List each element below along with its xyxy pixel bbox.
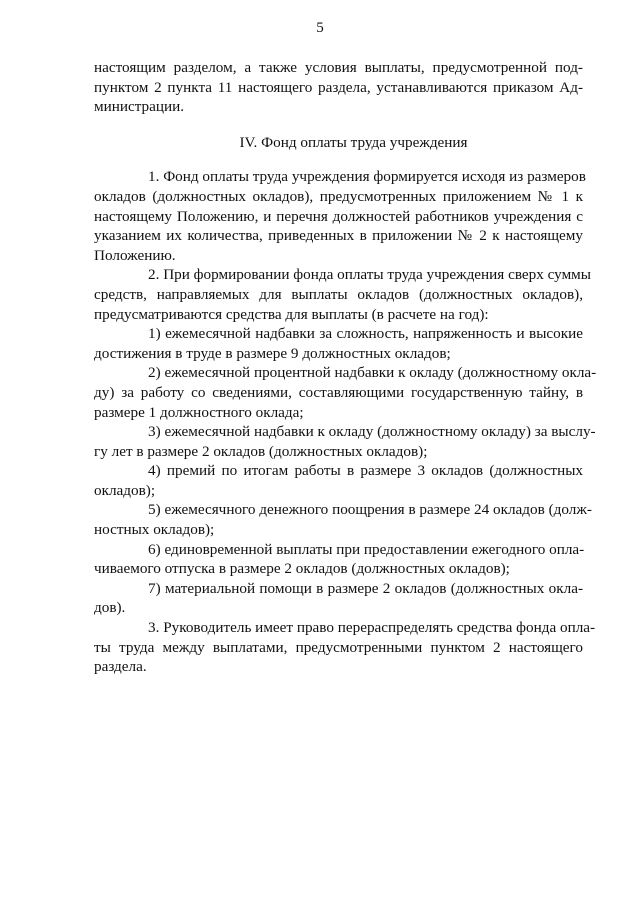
text-line: настоящему Положению, и перечня должностей работников учреждения с [94, 207, 583, 225]
text-line: ностных окладов); [94, 521, 215, 539]
text-line: предусматриваются средства для выплаты (в расчете на год): [94, 305, 489, 323]
list-item-5 [94, 500, 592, 539]
text-line: гу лет в размере 2 окладов (должностных окладов); [94, 442, 428, 460]
text-line: 3. Руководитель имеет право перераспределять средства фонда опла- [148, 619, 596, 637]
paragraph-3 [94, 618, 596, 677]
text-line: 6) единовременной выплаты при предоставлении ежегодного опла- [148, 540, 585, 558]
list-item-7 [94, 579, 583, 618]
list-item-2 [94, 363, 597, 422]
text-line: окладов); [94, 481, 156, 499]
paragraph-1 [94, 167, 586, 265]
list-item-3 [94, 422, 596, 461]
page-number: 5 [316, 20, 324, 36]
list-item-6 [94, 540, 583, 579]
paragraph-2 [94, 265, 591, 324]
text-line: 1. Фонд оплаты труда учреждения формируется исходя из размеров [148, 168, 586, 186]
text-line: окладов (должностных окладов), предусмотренных приложением № 1 к [94, 187, 583, 205]
text-line: настоящим разделом, а также условия выплаты, предусмотренной под- [94, 59, 583, 76]
text-line: достижения в труде в размере 9 должностных окладов; [94, 344, 451, 362]
text-line: министрации. [94, 98, 185, 116]
text-line: ты труда между выплатами, предусмотренными пунктом 2 настоящего [94, 638, 583, 656]
text-line: дов). [94, 599, 126, 617]
text-line: Положению. [94, 246, 176, 264]
text-line: 2) ежемесячной процентной надбавки к окладу (должностному окла- [148, 364, 597, 382]
text-line: чиваемого отпуска в размере 2 окладов (должностных окладов); [94, 560, 510, 578]
text-line: указанием их количества, приведенных в приложении № 2 к настоящему [94, 227, 583, 245]
text-line: 7) материальной помощи в размере 2 окладов (должностных окла- [148, 579, 583, 597]
section-heading: IV. Фонд оплаты труда учреждения [239, 133, 468, 151]
list-item-1 [94, 324, 583, 363]
text-line: 1) ежемесячной надбавки за сложность, напряженность и высокие [148, 325, 583, 343]
text-line: 2. При формировании фонда оплаты труда учреждения сверх суммы [148, 266, 591, 284]
text-line: размере 1 должностного оклада; [94, 403, 304, 421]
text-line: ду) за работу со сведениями, составляющими государственную тайну, в [94, 383, 583, 401]
text-line: раздела. [94, 658, 147, 676]
text-line: средств, направляемых для выплаты окладов (должностных окладов), [94, 285, 583, 303]
text-line: 5) ежемесячного денежного поощрения в размере 24 окладов (долж- [148, 501, 592, 519]
document-body [94, 58, 597, 677]
list-item-4 [94, 461, 583, 500]
text-line: пунктом 2 пункта 11 настоящего раздела, устанавливаются приказом Ад- [94, 78, 583, 96]
text-line: 3) ежемесячной надбавки к окладу (должностному окладу) за выслу- [148, 423, 596, 441]
intro-paragraph [94, 58, 583, 117]
text-line: 4) премий по итогам работы в размере 3 окладов (должностных [148, 462, 583, 480]
